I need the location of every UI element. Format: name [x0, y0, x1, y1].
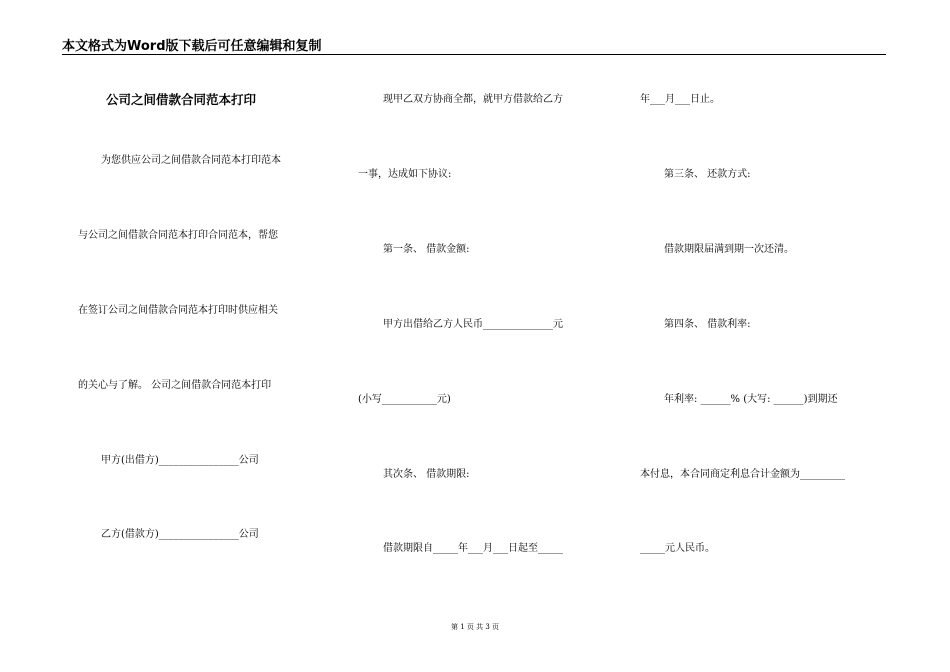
article-3-heading: 第三条、 还款方式: [664, 169, 751, 180]
amount-small-line: (小写___________元) [358, 394, 451, 405]
repayment-line: 借款期限届满到期一次还清。 [664, 244, 794, 255]
article-1-heading: 第一条、 借款金额: [383, 244, 470, 255]
intro-line-1: 为您供应公司之间借款合同范本打印范本 [101, 155, 281, 166]
document-header [62, 34, 886, 55]
page-number: 第 1 页 共 3 页 [450, 623, 500, 631]
intro-line-2: 与公司之间借款合同范本打印合同范本，帮您 [78, 230, 278, 241]
intro-line-4: 的关心与了解。 公司之间借款合同范本打印 [78, 380, 272, 391]
header-text: 本文格式为Word版下载后可任意编辑和复制 [62, 39, 322, 54]
loan-period-line: 借款期限自_____年___月___日起至_____ [383, 543, 563, 554]
loan-amount-line: 甲方出借给乙方人民币______________元 [383, 319, 563, 330]
party-a-line: 甲方(出借方)________________公司 [101, 455, 259, 466]
interest-total-line: 本付息，本合同商定利息合计金额为_________ [640, 469, 845, 480]
period-end-line: 年___月___日止。 [640, 94, 720, 105]
party-b-line: 乙方(借款方)________________公司 [101, 529, 259, 540]
agreement-paragraph-1: 现甲乙双方协商全都，就甲方借款给乙方 [383, 94, 563, 105]
rmb-amount-line: _____元人民币。 [640, 543, 715, 554]
agreement-paragraph-2: 一事，达成如下协议: [358, 169, 452, 180]
intro-line-3: 在签订公司之间借款合同范本打印时供应相关 [78, 305, 278, 316]
interest-rate-line: 年利率: ______% (大写: ______)到期还 [664, 394, 838, 405]
article-4-heading: 第四条、 借款利率: [664, 319, 751, 330]
document-title: 公司之间借款合同范本打印 [106, 92, 257, 107]
article-2-heading: 其次条、 借款期限: [383, 469, 470, 480]
